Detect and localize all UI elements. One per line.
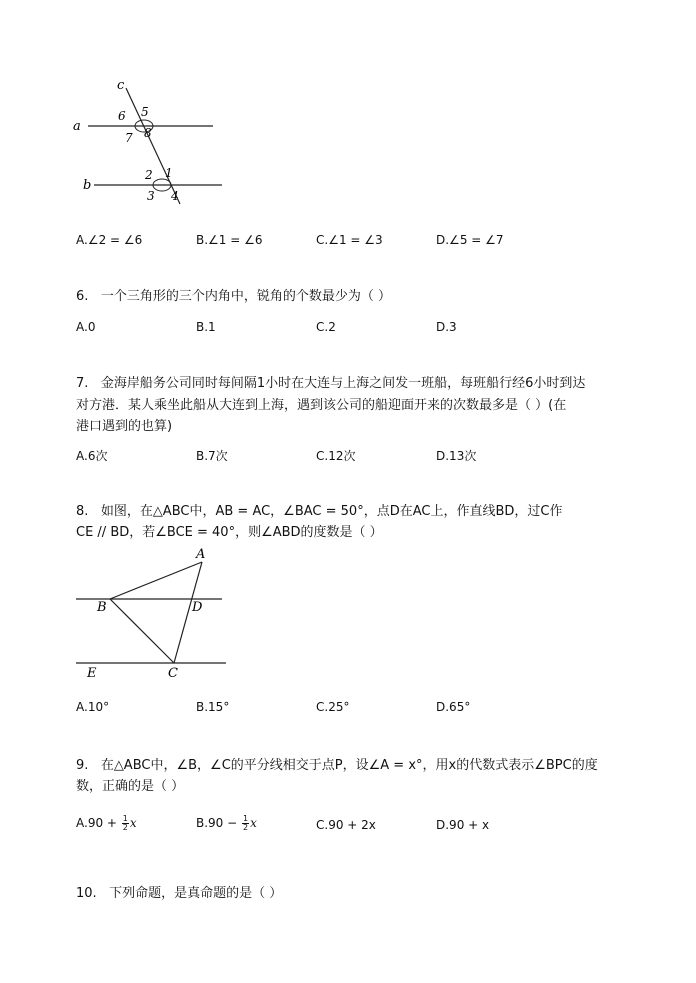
q9-line-2: 数，正确的是（ ）: [76, 779, 185, 794]
label-3: 3: [147, 189, 155, 203]
q8-number: 8.: [76, 504, 89, 519]
q9-option-a-var: x: [129, 816, 137, 830]
side-ab: [110, 562, 202, 599]
label-a: a: [73, 119, 81, 134]
q8-option-c: C.25°: [316, 700, 350, 714]
q10-text: 下列命题，是真命题的是（ ）: [109, 886, 283, 901]
label-2: 2: [145, 168, 153, 182]
q9-option-d: D.90 + x: [436, 818, 490, 832]
fraction-half: $\frac{1}{2}$: [243, 814, 249, 832]
label-6: 6: [118, 109, 126, 123]
q6-option-d: D.3: [436, 320, 457, 334]
q7-number: 7.: [76, 376, 89, 391]
q5-option-b: B.∠1 = ∠6: [196, 233, 263, 247]
label-b: b: [83, 178, 92, 193]
q5-option-d: D.∠5 = ∠7: [436, 233, 504, 247]
q8-option-b: B.15°: [196, 700, 230, 714]
q6-option-c: C.2: [316, 320, 336, 334]
q8-line-1: [76, 502, 562, 522]
q5-option-c: C.∠1 = ∠3: [316, 233, 383, 247]
q8-option-d: D.65°: [436, 700, 471, 714]
q7-text-1: 金海岸船务公司同时每间隔1小时在大连与上海之间发一班船，每班船行经6小时到达: [100, 376, 586, 391]
q9-option-c: C.90 + 2x: [316, 818, 376, 832]
q9-line-1: [76, 756, 598, 776]
parallel-lines-figure: [70, 76, 230, 206]
q8-line-2: CE // BD，若∠BCE = 40°，则∠ABD的度数是（ ）: [76, 525, 383, 540]
q6-number: 6.: [76, 289, 89, 304]
label-4: 4: [171, 189, 179, 203]
q7-option-b: B.7次: [196, 449, 228, 463]
q9-text-1: 在△ABC中，∠B，∠C的平分线相交于点P，设∠A = x°，用x的代数式表示∠BPC的度: [100, 758, 598, 773]
q6-option-b: B.1: [196, 320, 216, 334]
label-A: A: [196, 547, 206, 562]
q9-number: 9.: [76, 758, 89, 773]
label-7: 7: [125, 131, 133, 145]
q10-number: 10.: [76, 886, 97, 901]
side-bc: [110, 599, 174, 663]
q7-line-2: 对方港．某人乘坐此船从大连到上海，遇到该公司的船迎面开来的次数最多是（ ）(在: [76, 398, 567, 413]
q9-option-a: [76, 815, 137, 832]
q7-option-d: D.13次: [436, 449, 477, 463]
q8-text-1: 如图，在△ABC中，AB = AC，∠BAC = 50°，点D在AC上，作直线BD，过C作: [100, 504, 563, 519]
q8-option-a: A.10°: [76, 700, 110, 714]
label-8: 8: [144, 126, 152, 140]
q9-option-b-var: x: [250, 816, 257, 830]
q6-text: 一个三角形的三个内角中，锐角的个数最少为（ ）: [100, 289, 391, 304]
q10-stem: [76, 884, 282, 904]
q7-option-a: A.6次: [76, 449, 108, 463]
label-D: D: [192, 600, 203, 615]
label-1: 1: [165, 166, 173, 180]
triangle-figure: [70, 545, 230, 680]
label-5: 5: [141, 105, 149, 119]
q7-line-1: [76, 374, 585, 394]
q7-line-3: 港口遇到的也算): [76, 419, 173, 434]
label-E: E: [87, 666, 97, 680]
q5-option-a: A.∠2 = ∠6: [76, 233, 143, 247]
q6-stem: [76, 287, 391, 307]
label-c: c: [117, 78, 125, 93]
q9-option-b: [196, 815, 257, 832]
q9-option-b-prefix: B.90 −: [196, 816, 241, 830]
label-B: B: [97, 600, 107, 615]
q6-option-a: A.0: [76, 320, 96, 334]
q9-option-a-prefix: A.90 +: [76, 816, 121, 830]
label-C: C: [168, 666, 178, 680]
q7-option-c: C.12次: [316, 449, 356, 463]
fraction-half: $\frac{1}{2}$: [122, 814, 128, 832]
